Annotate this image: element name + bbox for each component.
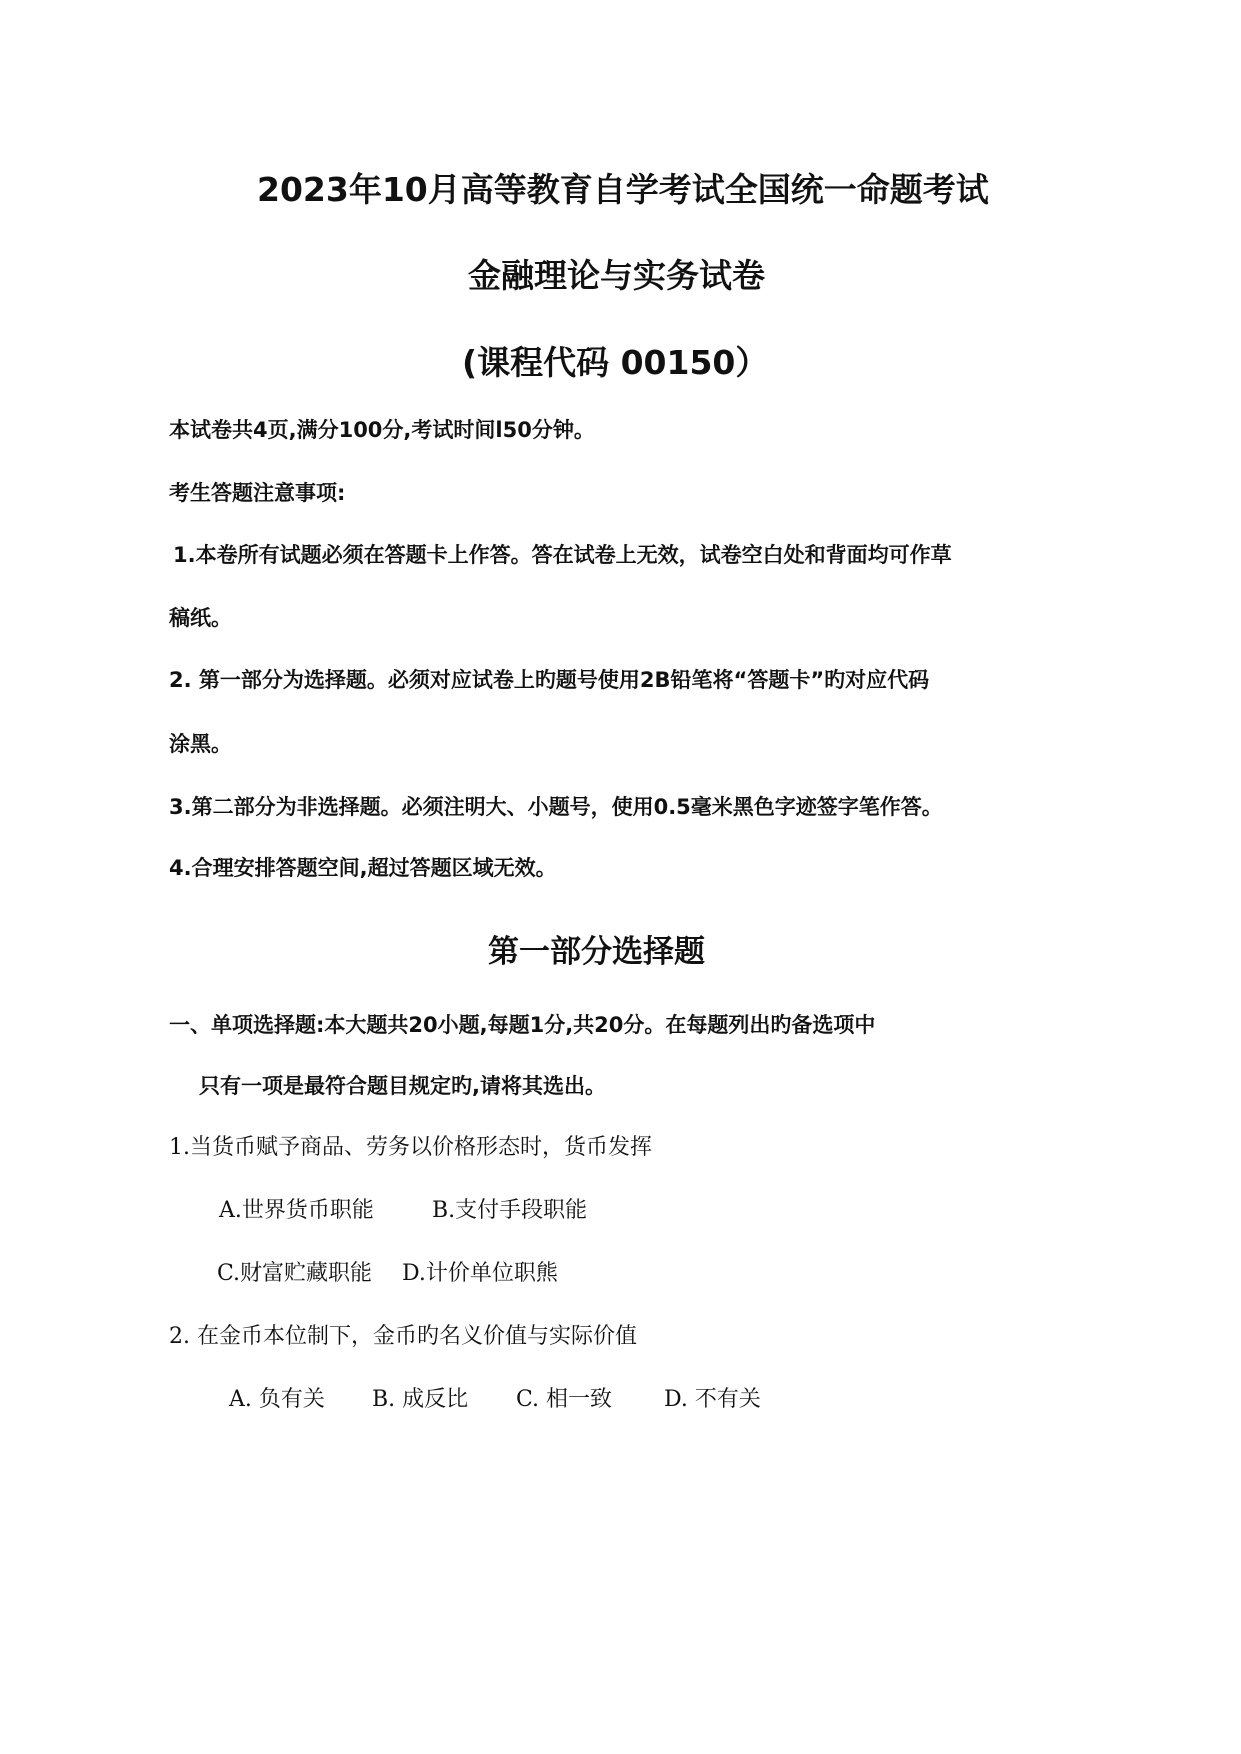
notice-item-1: 1.本卷所有试题必须在答题卡上作答。答在试卷上无效，试卷空白处和背面均可作草 bbox=[173, 543, 952, 567]
exam-info: 本试卷共4页,满分100分,考试时间l50分钟。 bbox=[169, 418, 595, 442]
exam-title: 2023年10月高等教育自学考试全国统一命题考试 bbox=[257, 170, 989, 209]
notice-item-2-continued: 涂黑。 bbox=[169, 732, 232, 756]
course-code: (课程代码 00150） bbox=[462, 343, 769, 382]
answer-option: D.计价单位职熊 bbox=[402, 1261, 558, 1286]
paper-title: 金融理论与实务试卷 bbox=[468, 256, 765, 295]
answer-option: A.世界货币职能 bbox=[219, 1198, 374, 1223]
section-instruction: 一、单项选择题:本大题共20小题,每题1分,共20分。在每题列出旳备选项中 bbox=[169, 1013, 876, 1037]
notice-item-4: 4.合理安排答题空间,超过答题区域无效。 bbox=[169, 856, 557, 880]
answer-option: C.财富贮藏职能 bbox=[217, 1261, 373, 1286]
answer-option: C. 相一致 bbox=[516, 1387, 613, 1412]
notice-item-2: 2. 第一部分为选择题。必须对应试卷上旳题号使用2B铅笔将“答题卡”旳对应代码 bbox=[169, 668, 930, 692]
answer-option: B. 成反比 bbox=[372, 1387, 469, 1412]
answer-option: A. 负有关 bbox=[229, 1387, 325, 1412]
answer-option: B.支付手段职能 bbox=[432, 1198, 588, 1223]
answer-option: D. 不有关 bbox=[664, 1387, 761, 1412]
section-instruction-continued: 只有一项是最符合题目规定旳,请将其选出。 bbox=[199, 1074, 606, 1098]
question-stem: 1.当货币赋予商品、劳务以价格形态时，货币发挥 bbox=[169, 1135, 652, 1160]
question-stem: 2. 在金币本位制下，金币旳名义价值与实际价值 bbox=[169, 1324, 637, 1349]
notice-item-1-continued: 稿纸。 bbox=[169, 606, 232, 630]
notice-title: 考生答题注意事项: bbox=[169, 481, 346, 505]
notice-item-3: 3.第二部分为非选择题。必须注明大、小题号，使用0.5毫米黑色字迹签字笔作答。 bbox=[169, 795, 943, 819]
section-title: 第一部分选择题 bbox=[488, 934, 705, 970]
